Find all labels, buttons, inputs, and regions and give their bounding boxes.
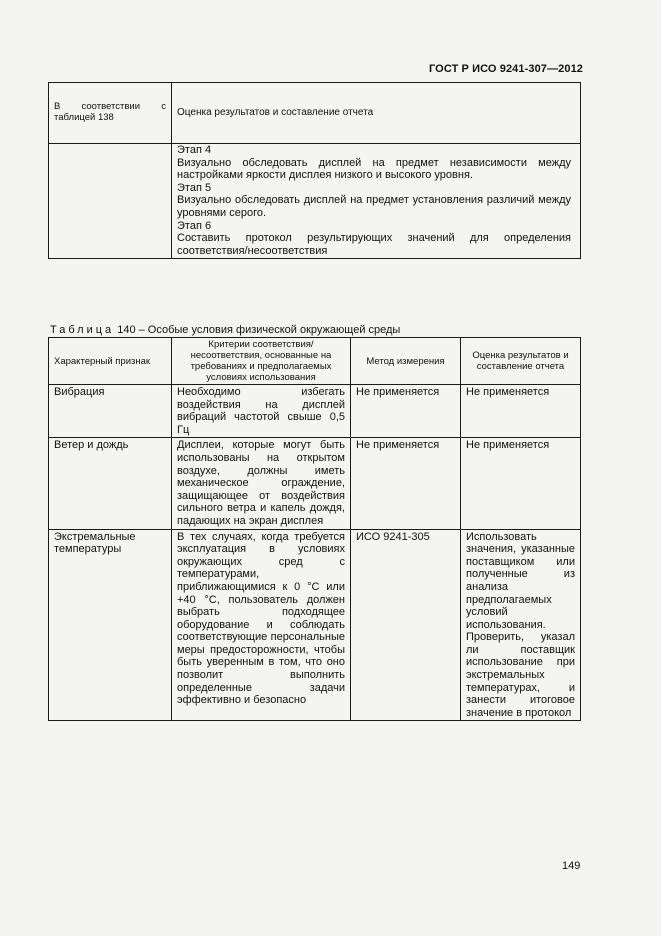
empty-cell	[49, 144, 172, 259]
caption-number: 140	[117, 324, 136, 336]
feature-cell: Экстремальные температуры	[49, 529, 172, 721]
stage-4-text: Визуально обследовать дисплей на предмет независимости между настройками яркости дисплея низкого и высокого уровня.	[177, 156, 571, 182]
caption-title: – Особые условия физической окружающей среды	[138, 324, 401, 336]
stages-cell	[172, 144, 581, 259]
page-number: 149	[562, 860, 581, 872]
header-evaluation: Оценка результатов и составление отчета	[461, 338, 581, 385]
criteria-cell: Дисплеи, которые могут быть использованы на открытом воздухе, должны иметь механическое ограждение, защищающее от воздействия сильного ветра и капель дождя, падающих на экран дисплея	[172, 438, 351, 529]
stage-4-title: Этап 4	[177, 144, 212, 156]
stage-5-title: Этап 5	[177, 181, 212, 194]
feature-cell: Ветер и дождь	[49, 438, 172, 529]
evaluation-cell: Использовать значения, указанные поставщиком или полученные из анализа предполагаемых условий использования. Проверить, указал ли поставщик использование при экстремальных температурах, и занести итоговое значение в протокол	[461, 529, 581, 721]
method-cell: Не применяется	[351, 385, 461, 438]
table-header-row	[49, 338, 581, 385]
standard-header: ГОСТ Р ИСО 9241-307—2012	[428, 63, 583, 75]
evaluation-cell: Не применяется	[461, 385, 581, 438]
table-row	[49, 144, 581, 259]
criteria-cell: Необходимо избегать воздействия на дисплей вибраций частотой свыше 0,5 Гц	[172, 385, 351, 438]
table-row	[49, 438, 581, 529]
header-feature: Характерный признак	[49, 338, 172, 385]
caption-prefix: Таблица	[50, 324, 115, 336]
header-criteria: Критерии соответствия/несоответствия, основанные на требованиях и предполагаемых условиях использования	[172, 338, 351, 385]
evaluation-cell: Не применяется	[461, 438, 581, 529]
environment-conditions-table	[48, 337, 581, 721]
stage-6-title: Этап 6	[177, 219, 212, 232]
table-caption	[50, 324, 400, 336]
criteria-cell: В тех случаях, когда требуется эксплуатация в условиях окружающих сред с температурами, приближающимися к 0 °C или +40 °C, пользователь должен выбрать подходящее оборудование и соблюдать соответствующие персональные меры предосторожности, чтобы быть уверенным в том, что оно позволит выполнить определенные задачи эффективно и безопасно	[172, 529, 351, 721]
stage-5-text: Визуально обследовать дисплей на предмет установления различий между уровнями серого.	[177, 194, 571, 219]
stage-6-text: Составить протокол результирующих значений для определения соответствия/несоответствия	[177, 232, 571, 257]
table-row	[49, 385, 581, 438]
method-cell: ИСО 9241-305	[351, 529, 461, 721]
continuation-table	[48, 82, 581, 259]
header-method: Метод измерения	[351, 338, 461, 385]
criterion-cell: Оценка результатов и составление отчета	[172, 83, 581, 144]
method-cell: Не применяется	[351, 438, 461, 529]
feature-cell: Вибрация	[49, 385, 172, 438]
table-row	[49, 529, 581, 721]
table-row	[49, 83, 581, 144]
reference-label: В соответствии с таблицей 138	[49, 83, 172, 144]
